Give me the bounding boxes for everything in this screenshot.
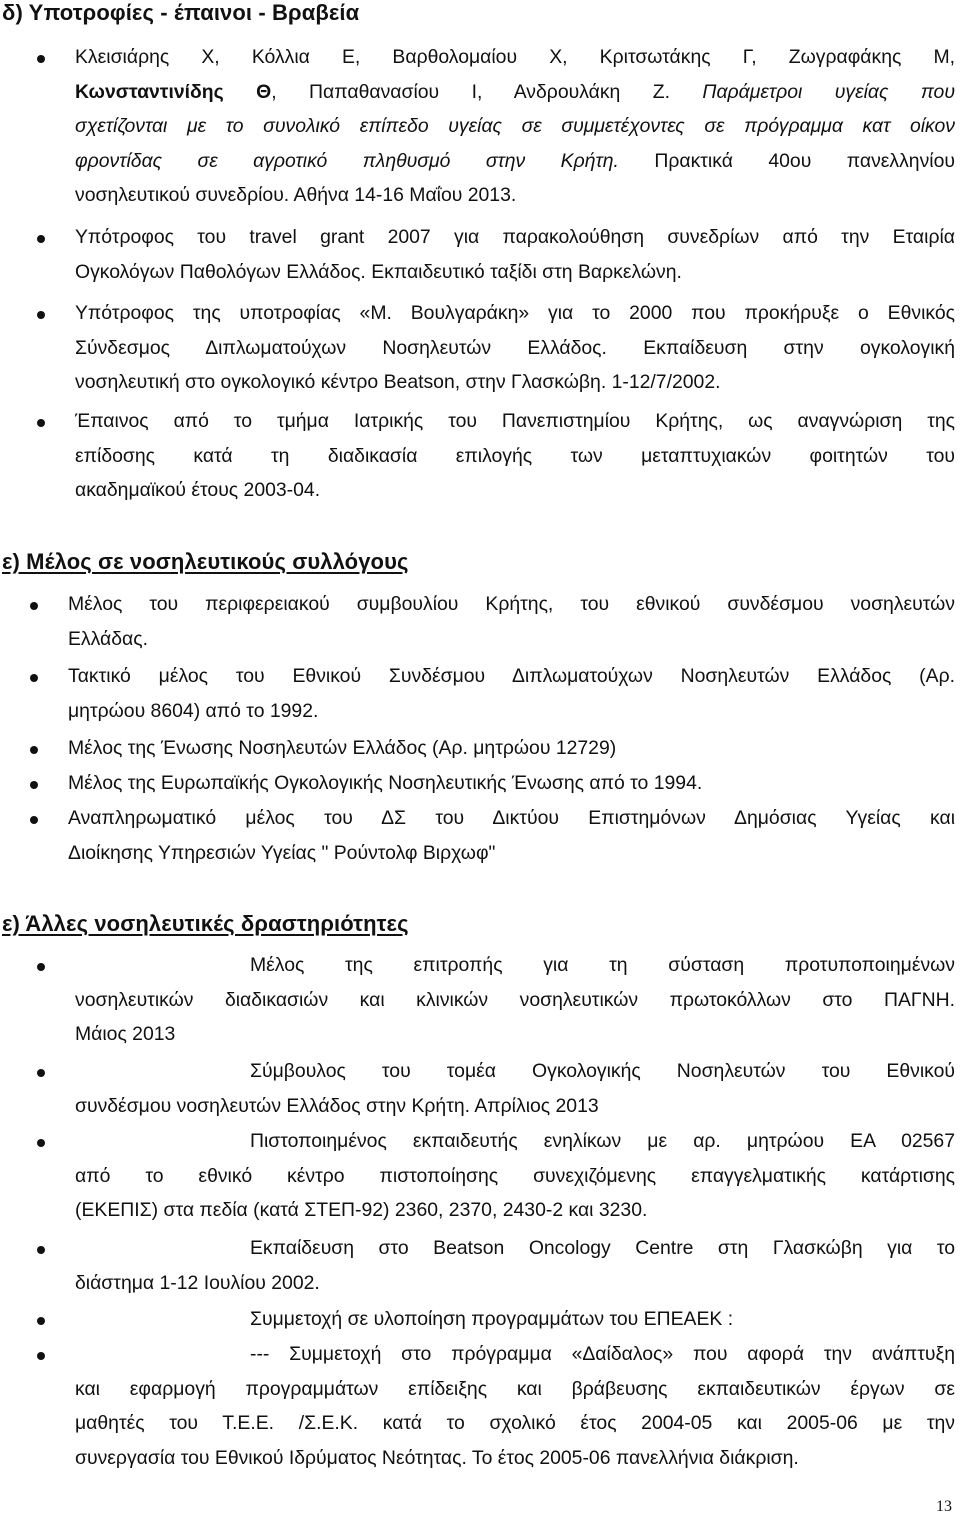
section-heading-memberships: ε) Μέλος σε νοσηλευτικούς συλλόγους bbox=[2, 549, 409, 574]
item-text: από το εθνικό κέντρο πιστοποίησης συνεχιζόμενης επαγγελματικής κατάρτισης bbox=[75, 1164, 955, 1187]
bullet-icon bbox=[37, 1139, 45, 1147]
item-text: νοσηλευτικού συνεδρίου. Αθήνα 14-16 Μαΐου 2013. bbox=[75, 184, 517, 206]
bullet-icon bbox=[37, 55, 45, 63]
item-text: Κλεισιάρης Χ, Κόλλια Ε, Βαρθολομαίου Χ, Κριτσωτάκης Γ, Ζωγραφάκης Μ, bbox=[75, 46, 955, 68]
bullet-icon bbox=[37, 1246, 45, 1254]
item-text: Σύνδεσμος Διπλωματούχων Νοσηλευτών Ελλάδος. Εκπαίδευση στην ογκολογική bbox=[75, 336, 955, 359]
item-text: (ΕΚΕΠΙΣ) στα πεδία (κατά ΣΤΕΠ-92) 2360, 2370, 2430-2 και 3230. bbox=[75, 1199, 648, 1221]
bullet-icon bbox=[30, 602, 38, 610]
page-number: 13 bbox=[936, 1498, 952, 1515]
bullet-icon bbox=[30, 674, 38, 682]
bullet-icon bbox=[37, 419, 45, 427]
item-text: Τακτικό μέλος του Εθνικού Συνδέσμου Διπλωματούχων Νοσηλευτών Ελλάδος (Αρ. bbox=[68, 665, 955, 687]
bullet-icon bbox=[30, 781, 38, 789]
item-text: Μέλος του περιφερειακού συμβουλίου Κρήτης, του εθνικού συνδέσμου νοσηλευτών bbox=[68, 593, 955, 615]
item-text: σχετίζονται με το συνολικό επίπεδο υγείας σε συμμετέχοντες σε πρόγραμμα κατ οίκον bbox=[75, 115, 955, 137]
bullet-icon bbox=[37, 963, 45, 971]
item-text: μητρώου 8604) από το 1992. bbox=[68, 699, 319, 722]
item-text: Ογκολόγων Παθολόγων Ελλάδος. Εκπαιδευτικό ταξίδι στη Βαρκελώνη. bbox=[75, 260, 682, 283]
item-text: Σύμβουλος του τομέα Ογκολογικής Νοσηλευτών του Εθνικού bbox=[250, 1060, 955, 1082]
item-text: Έπαινος από το τμήμα Ιατρικής του Πανεπιστημίου Κρήτης, ως αναγνώριση της bbox=[75, 410, 955, 432]
bullet-icon bbox=[37, 1352, 45, 1360]
item-text: Πιστοποιημένος εκπαιδευτής ενηλίκων με αρ. μητρώου ΕΑ 02567 bbox=[250, 1130, 955, 1152]
item-text: Συμμετοχή σε υλοποίηση προγραμμάτων του ΕΠΕΑΕΚ : bbox=[250, 1308, 734, 1330]
item-text: ακαδημαϊκού έτους 2003-04. bbox=[75, 479, 321, 501]
item-text: Αναπληρωματικό μέλος του ΔΣ του Δικτύου Επιστημόνων Δημόσιας Υγείας και bbox=[68, 807, 955, 829]
item-text: Διοίκησης Υπηρεσιών Υγείας " Ρούντολφ Βιρχωφ" bbox=[68, 841, 496, 864]
item-text: Εκπαίδευση στο Beatson Oncology Centre στη Γλασκώβη για το bbox=[250, 1237, 955, 1259]
item-text: Ελλάδας. bbox=[68, 627, 148, 650]
item-text: νοσηλευτικών διαδικασιών και κλινικών νοσηλευτικών πρωτοκόλλων στο ΠΑΓΝΗ. bbox=[75, 988, 955, 1011]
item-text: Μέλος της επιτροπής για τη σύσταση προτυποποιημένων bbox=[250, 954, 955, 976]
item-text: νοσηλευτική στο ογκολογικό κέντρο Beatson, στην Γλασκώβη. 1-12/7/2002. bbox=[75, 371, 721, 393]
item-text: συνδέσμου νοσηλευτών Ελλάδος στην Κρήτη. Απρίλιος 2013 bbox=[75, 1094, 599, 1117]
item-text: και εφαρμογή προγραμμάτων επίδειξης και βράβευσης εκπαιδευτικών έργων σε bbox=[75, 1377, 955, 1400]
item-text: Μέλος της Ένωσης Νοσηλευτών Ελλάδος (Αρ. μητρώου 12729) bbox=[68, 737, 617, 759]
bullet-icon bbox=[30, 816, 38, 824]
item-text: επίδοσης κατά τη διαδικασία επιλογής των μεταπτυχιακών φοιτητών του bbox=[75, 444, 955, 467]
item-text: Κωνσταντινίδης Θ, Παπαθανασίου Ι, Ανδρουλάκη Ζ. Παράμετροι υγείας που bbox=[75, 80, 955, 103]
item-text: --- Συμμετοχή στο πρόγραμμα «Δαίδαλος» που αφορά την ανάπτυξη bbox=[250, 1343, 955, 1365]
item-text: Υπότροφος του travel grant 2007 για παρακολούθηση συνεδρίων από την Εταιρία bbox=[75, 226, 955, 248]
item-text: Μέλος της Ευρωπαϊκής Ογκολογικής Νοσηλευτικής Ένωσης από το 1994. bbox=[68, 772, 703, 794]
section-heading-awards: δ) Υποτροφίες - έπαινοι - Βραβεία bbox=[2, 0, 360, 25]
bullet-icon bbox=[37, 235, 45, 243]
bullet-icon bbox=[37, 311, 45, 319]
item-text: Υπότροφος της υποτροφίας «Μ. Βουλγαράκη» για το 2000 που προκήρυξε ο Εθνικός bbox=[75, 302, 955, 324]
item-text: Μάιος 2013 bbox=[75, 1023, 176, 1045]
item-text: φροντίδας σε αγροτικό πληθυσμό στην Κρήτη. Πρακτικά 40ου πανελληνίου bbox=[75, 149, 955, 172]
bullet-icon bbox=[30, 746, 38, 754]
bullet-icon bbox=[37, 1069, 45, 1077]
item-text: διάστημα 1-12 Ιουλίου 2002. bbox=[75, 1271, 320, 1294]
item-text: συνεργασία του Εθνικού Ιδρύματος Νεότητας. Το έτος 2005-06 πανελλήνια διάκριση. bbox=[75, 1446, 799, 1469]
item-text: μαθητές του Τ.Ε.Ε. /Σ.Ε.Κ. κατά το σχολικό έτος 2004-05 και 2005-06 με την bbox=[75, 1412, 955, 1434]
section-heading-activities: ε) Άλλες νοσηλευτικές δραστηριότητες bbox=[2, 911, 409, 936]
bullet-icon bbox=[37, 1317, 45, 1325]
